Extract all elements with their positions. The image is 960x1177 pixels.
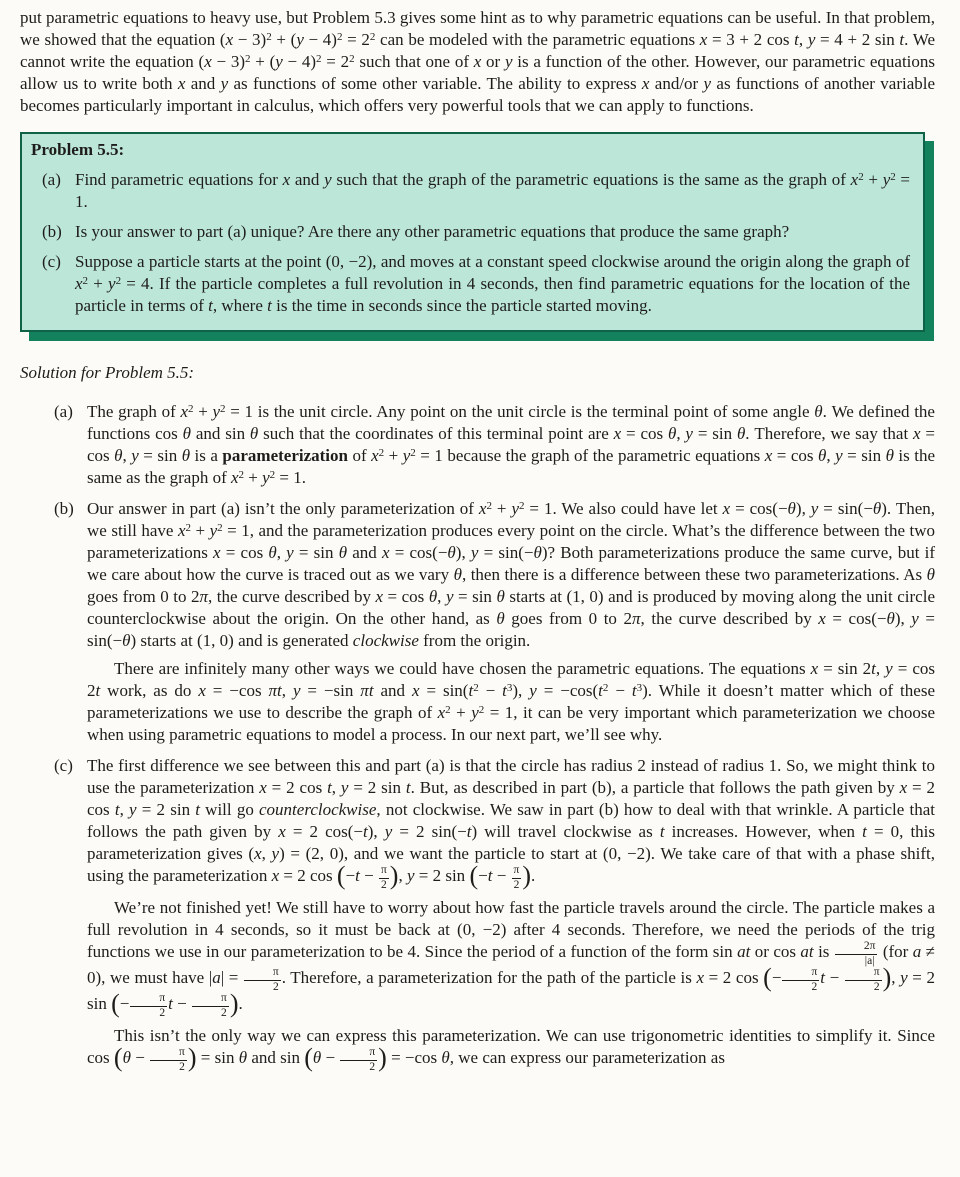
big-paren-close: ) (378, 1043, 387, 1073)
problem-box (20, 132, 925, 332)
solution-heading: Solution for Problem 5.5: (20, 363, 195, 382)
solution-c-paragraph-3: This isn’t the only way we can express this parameterization. We can use trigonometric identities to simplify it. Since cos (θ − $\frac{\pi}{2}$ ) = sin θ and sin (θ − $\frac{\pi}{2}$ ) = −cos θ, we can express our parameterization as (87, 1026, 935, 1073)
problem-part-a (31, 169, 910, 213)
solution-part-a-body (87, 401, 935, 489)
problem-part-c-text: Suppose a particle starts at the point (0, −2), and moves at a constant speed clockwise around the origin along the graph of $x^2 + y^2 = 4$. If the particle completes a full revolution in 4 seconds, then find parametric equations for the location of the particle in terms of t, where t is the time in seconds since the particle started moving. (75, 252, 911, 315)
fraction: $\frac{\pi}{2}$ (781, 967, 820, 993)
big-paren-open: ( (111, 989, 120, 1019)
big-paren-open: ( (113, 1043, 123, 1073)
big-paren-close: ) (187, 1043, 197, 1073)
problem-part-a-label: (a) (42, 170, 61, 189)
big-paren-close: ) (389, 861, 399, 891)
fraction: $\frac{\pi}{2}$ (380, 864, 387, 891)
solution-part-c (20, 755, 935, 1073)
big-paren-close: ) (882, 963, 892, 993)
big-paren-open: ( (469, 861, 479, 891)
fraction: $\frac{\pi}{2}$ (243, 967, 282, 993)
solution-part-a-label: (a) (54, 402, 73, 421)
problem-part-c (31, 251, 910, 317)
problem-part-a-text: Find parametric equations for x and y such that the graph of the parametric equations is the same as the graph of $x^2 + y^2 = 1$. (75, 170, 911, 211)
problem-title: Problem 5.5: (31, 140, 125, 159)
problem-part-b-label: (b) (42, 222, 62, 241)
solution-part-b-label: (b) (54, 499, 74, 518)
solution-b-paragraph-2: There are infinitely many other ways we could have chosen the parametric equations. The equations x = sin 2t, y = cos 2t work, as do x = −cos πt, y = −sin πt and $x = \sin(t^2 - t^3)$, $y = -\cos(t^2 - t^3)$. While it doesn’t matter which of these parameterizations we use to describe the graph of $x^2 + y^2 = 1$, it can be very important which parameterization we choose when using parametric equations to model a process. In our next part, we’ll see why. (87, 659, 936, 744)
big-paren-open: ( (304, 1043, 313, 1073)
big-paren-open: ( (336, 861, 346, 891)
big-paren-close: ) (229, 989, 239, 1019)
intro-paragraph: put parametric equations to heavy use, but Problem 5.3 gives some hint as to why parametric equations can be useful. In that problem, we showed that the equation $(x - 3)^2 + (y - 4)^2 = 2^2$ can be modeled with the parametric equations x = 3 + 2 cos t, y = 4 + 2 sin t. We cannot write the equation $(x - 3)^2 + (y - 4)^2 = 2^2$ such that one of x or y is a function of the other. However, our parametric equations allow us to write both x and y as functions of some other variable. The ability to express x and/or y as functions of another variable becomes particularly important in calculus, which offers very powerful tools that we can apply to functions. (20, 8, 936, 115)
fraction: $\frac{\pi}{2}$ (191, 993, 230, 1019)
solution-c-paragraph-1: The first difference we see between this and part (a) is that the circle has radius 2 instead of radius 1. So, we might think to use the parameterization x = 2 cos t, y = 2 sin t. But, as described in part (b), a particle that follows the path given by x = 2 cos t, y = 2 sin t will go counterclockwise, not clockwise. We saw in part (b) how to deal with that wrinkle. A particle that follows the path given by x = 2 cos(−t), y = 2 sin(−t) will travel clockwise as t increases. However, when t = 0, this parameterization gives (x, y) = (2, 0), and we want the particle to start at (0, −2). We take care of that with a phase shift, using the parameterization x = 2 cos (−t − $\frac{\pi}{2}$ ), y = 2 sin (−t − $\frac{\pi}{2}$ ). (87, 756, 936, 891)
fraction: $\frac{\pi}{2}$ (339, 1047, 378, 1073)
problem-part-c-label: (c) (42, 252, 61, 271)
fraction: $\frac{\pi}{2}$ (129, 993, 168, 1019)
fraction: $\frac{2\pi}{|a|}$ (834, 941, 879, 967)
fraction: $\frac{\pi}{2}$ (149, 1047, 188, 1073)
solution-part-a (20, 401, 935, 489)
solution-part-c-label: (c) (54, 756, 73, 775)
solution-c-paragraph-2: We’re not finished yet! We still have to worry about how fast the particle travels around the circle. The particle makes a full revolution in 4 seconds, so it must be back at (0, −2) after 4 seconds. Therefore, we need the periods of the trig functions we use in our parameterization to be 4. Since the period of a function of the form sin at or cos at is $\frac{2\pi}{|a|}$ (for a ≠ 0), we must have |a| = $\frac{\pi}{2}$ . Therefore, a parameterization for the path of the particle is x = 2 cos (− $\frac{\pi}{2}$ t − $\frac{\pi}{2}$ ), y = 2 sin (− $\frac{\pi}{2}$ t − $\frac{\pi}{2}$ ). (87, 898, 936, 1019)
solution-a-paragraph-1: The graph of $x^2 + y^2 = 1$ is the unit circle. Any point on the unit circle is the terminal point of some angle θ. We defined the functions cos θ and sin θ such that the coordinates of this terminal point are x = cos θ, y = sin θ. Therefore, we say that x = cos θ, y = sin θ is a parameterization of $x^2 + y^2 = 1$ because the graph of the parametric equations x = cos θ, y = sin θ is the same as the graph of $x^2 + y^2 = 1$. (87, 402, 936, 487)
big-paren-open: ( (763, 963, 772, 993)
fraction: $\frac{\pi}{2}$ (844, 967, 883, 993)
solution-part-b-body (87, 498, 935, 746)
solution-part-b (20, 498, 935, 746)
solution-b-paragraph-1: Our answer in part (a) isn’t the only parameterization of $x^2 + y^2 = 1$. We also could have let x = cos(−θ), y = sin(−θ). Then, we still have $x^2 + y^2 = 1$, and the parameterization produces every point on the circle. What’s the difference between the two parameterizations x = cos θ, y = sin θ and x = cos(−θ), y = sin(−θ)? Both parameterizations produce the same curve, but if we care about how the curve is traced out as we vary θ, then there is a difference between these two parameterizations. As θ goes from 0 to 2π, the curve described by x = cos θ, y = sin θ starts at (1, 0) and is produced by moving along the unit circle counterclockwise about the origin. On the other hand, as θ goes from 0 to 2π, the curve described by x = cos(−θ), y = sin(−θ) starts at (1, 0) and is generated clockwise from the origin. (87, 499, 936, 650)
big-paren-close: ) (522, 861, 532, 891)
problem-part-b-text: Is your answer to part (a) unique? Are there any other parametric equations that produce the same graph? (75, 222, 790, 241)
problem-part-b (31, 221, 910, 243)
fraction: $\frac{\pi}{2}$ (513, 864, 520, 891)
solution-part-c-body (87, 755, 935, 1073)
